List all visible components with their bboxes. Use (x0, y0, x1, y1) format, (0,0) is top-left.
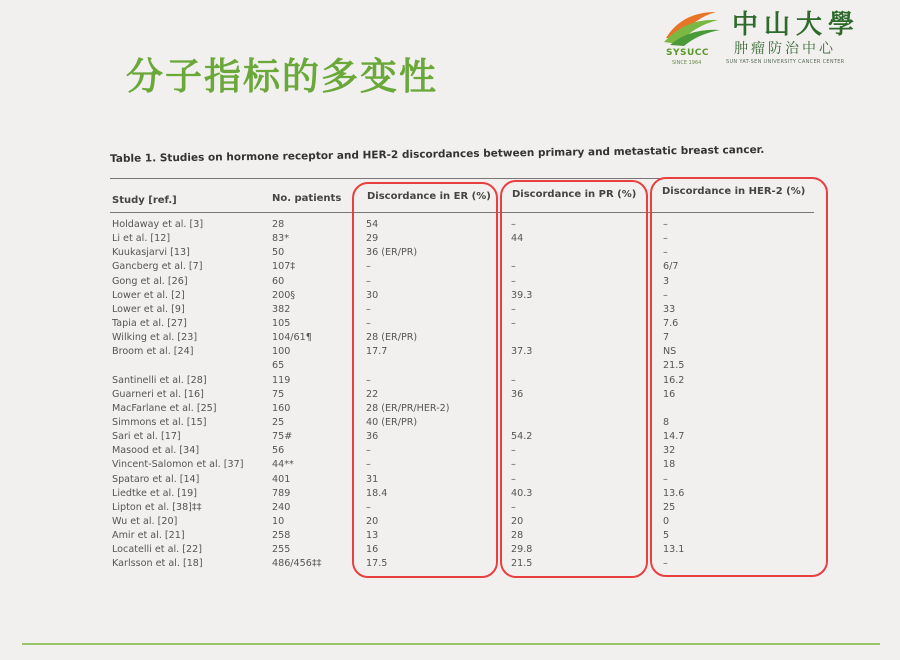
table-cell-patients: 10 (272, 515, 285, 527)
table-cell-her2: 21.5 (663, 360, 685, 372)
table-cell-her2: – (663, 219, 668, 230)
table-cell-patients: 83* (272, 233, 290, 245)
table-cell-patients: 56 (272, 445, 285, 457)
table-cell-pr: 21.5 (511, 558, 533, 570)
table-cell-studies: Spataro et al. [14] (112, 473, 200, 485)
table-cell-pr: – (511, 261, 516, 273)
logo-name-en: SUN YAT-SEN UNIVERSITY CANCER CENTER (726, 59, 845, 65)
table-cell-er: 17.5 (366, 558, 388, 570)
table-cell-er: – (366, 303, 371, 315)
table-cell-er: – (366, 275, 371, 287)
header-pr: Discordance in PR (%) (512, 189, 637, 200)
table-cell-her2: 7.6 (663, 317, 679, 329)
table-cell-her2: 13.1 (663, 544, 685, 556)
table-cell-her2: – (663, 247, 668, 259)
table-cell-her2: 6/7 (663, 261, 679, 273)
table-cell-patients: 107‡ (272, 261, 296, 273)
table-cell-patients: 160 (272, 402, 291, 414)
table-cell-patients: 25 (272, 416, 285, 428)
table-cell-er: – (366, 459, 371, 471)
table-cell-studies: Li et al. [12] (112, 233, 171, 245)
table-cell-studies: Liedtke et al. [19] (112, 487, 197, 499)
table-cell-pr: – (511, 374, 516, 386)
table-cell-pr: 37.3 (511, 346, 533, 358)
table-cell-pr: – (511, 459, 516, 471)
table-cell-er: 20 (366, 515, 379, 527)
slide-title: 分子指标的多变性 (126, 55, 438, 98)
sysucc-emblem-icon (660, 8, 722, 48)
table-cell-her2: 8 (663, 416, 670, 428)
table-cell-er: – (366, 317, 371, 329)
table-cell-studies: Karlsson et al. [18] (112, 558, 203, 570)
table-cell-studies: Vincent-Salomon et al. [37] (112, 459, 244, 471)
table-cell-studies: Simmons et al. [15] (112, 416, 207, 428)
er-highlight-oval (352, 182, 498, 578)
pr-highlight-oval (500, 180, 648, 578)
table-cell-patients: 240 (272, 501, 291, 513)
table-cell-er: 28 (ER/PR/HER-2) (366, 402, 450, 414)
table-cell-pr: – (511, 303, 516, 315)
table-cell-er: 36 (366, 431, 379, 443)
table-cell-her2: 32 (663, 445, 676, 457)
table-cell-pr: 39.3 (511, 289, 533, 301)
table-cell-pr: – (511, 445, 516, 457)
table-cell-er: 16 (366, 544, 379, 556)
table-cell-studies: Sari et al. [17] (112, 431, 181, 443)
table-cell-patients: 60 (272, 275, 285, 287)
table-cell-patients: 100 (272, 346, 291, 358)
table-cell-er: 13 (366, 530, 379, 542)
table-cell-her2: NS (663, 346, 677, 358)
table-cell-studies (112, 359, 243, 373)
table-cell-pr: 36 (511, 388, 524, 400)
table-cell-studies: Wu et al. [20] (112, 515, 178, 527)
table-cell-studies: Masood et al. [34] (112, 445, 200, 457)
table-cell-patients: 382 (272, 303, 291, 315)
table-cell-pr: 29.8 (511, 544, 533, 556)
header-her2: Discordance in HER-2 (%) (662, 186, 806, 197)
table-cell-her2: 3 (663, 275, 670, 287)
logo-since: SINCE 1964 (672, 60, 702, 66)
table-cell-studies: Lipton et al. [38]‡‡ (112, 501, 202, 513)
table-cell-her2: – (663, 558, 668, 570)
table-cell-patients: 44** (272, 459, 294, 471)
table-cell-er: – (366, 374, 371, 386)
table-cell-patients: 65 (272, 360, 285, 372)
table-cell-er: – (366, 445, 371, 457)
table-cell-er: 18.4 (366, 487, 388, 499)
table-cell-studies: Broom et al. [24] (112, 346, 194, 358)
table-cell-her2: 16 (663, 388, 676, 400)
sysucc-logo (660, 4, 896, 70)
logo-subtitle-cn: 肿瘤防治中心 (734, 41, 836, 57)
table-cell-studies: Santinelli et al. [28] (112, 374, 207, 386)
table-cell-patients: 200§ (272, 289, 296, 301)
table-cell-patients: 28 (272, 219, 285, 230)
table-cell-pr: 28 (511, 530, 524, 542)
logo-abbr: SYSUCC (666, 48, 709, 58)
table-cell-patients: 50 (272, 247, 285, 259)
column-patients (272, 218, 321, 572)
table-cell-er: 22 (366, 388, 379, 400)
table-cell-studies: Holdaway et al. [3] (112, 219, 204, 230)
header-study: Study [ref.] (112, 195, 177, 206)
table-cell-patients: 105 (272, 317, 291, 329)
table-cell-er: 31 (366, 473, 379, 485)
table-cell-studies: Gong et al. [26] (112, 275, 188, 287)
table-cell-her2: – (663, 473, 668, 485)
table-cell-studies: Kuukasjarvi [13] (112, 247, 190, 259)
table-cell-er: 28 (ER/PR) (366, 332, 418, 344)
logo-name-cn: 中山大學 (732, 10, 861, 40)
table-cell-er: 30 (366, 289, 379, 301)
header-er: Discordance in ER (%) (367, 191, 491, 202)
table-cell-patients: 75 (272, 388, 285, 400)
table-cell-her2: 5 (663, 530, 670, 542)
table-cell-er: 54 (366, 219, 379, 230)
table-cell-studies: Lower et al. [9] (112, 303, 185, 315)
table-cell-patients: 401 (272, 473, 291, 485)
table-cell-studies: Wilking et al. [23] (112, 332, 198, 344)
table-cell-pr: – (511, 219, 516, 230)
table-cell-er: 40 (ER/PR) (366, 416, 418, 428)
table-cell-her2: 0 (663, 515, 670, 527)
table-cell-patients: 789 (272, 487, 291, 499)
table-cell-er: 29 (366, 233, 379, 245)
table-cell-her2: 16.2 (663, 374, 685, 386)
table-cell-pr: 20 (511, 515, 524, 527)
table-cell-pr: – (511, 275, 516, 287)
table-cell-patients: 104/61¶ (272, 332, 312, 344)
table-cell-er: 17.7 (366, 346, 388, 358)
table-cell-patients: 255 (272, 544, 291, 556)
table-cell-studies: Gancberg et al. [7] (112, 261, 203, 273)
table-cell-her2: – (663, 233, 668, 245)
table-cell-patients: 119 (272, 374, 291, 386)
table-cell-her2: 33 (663, 303, 676, 315)
table-cell-her2: – (663, 289, 668, 301)
table-cell-studies: MacFarlane et al. [25] (112, 402, 217, 414)
table-cell-patients: 486/456‡‡ (272, 558, 322, 570)
table-cell-er: – (366, 261, 371, 273)
table-cell-studies: Locatelli et al. [22] (112, 544, 202, 556)
her2-highlight-oval (650, 177, 828, 577)
table-cell-er: 36 (ER/PR) (366, 247, 418, 259)
table-cell-pr: 40.3 (511, 487, 533, 499)
table-cell-pr: – (511, 501, 516, 513)
table-cell-pr: – (511, 473, 516, 485)
table-cell-patients: 75# (272, 431, 293, 443)
table-cell-her2: 25 (663, 501, 676, 513)
table-cell-studies: Amir et al. [21] (112, 530, 185, 542)
table-cell-her2: 14.7 (663, 431, 685, 443)
table-caption: Table 1. Studies on hormone receptor and HER-2 discordances between primary and metastatic breast cancer. (110, 143, 765, 165)
table-cell-studies: Tapia et al. [27] (112, 317, 187, 329)
table-cell-pr: 54.2 (511, 431, 533, 443)
table-cell-her2: 13.6 (663, 487, 685, 499)
table-cell-pr: 44 (511, 233, 524, 245)
table-cell-er: – (366, 501, 371, 513)
footer-divider (22, 643, 880, 645)
table-cell-her2: 7 (663, 332, 670, 344)
table-cell-her2: 18 (663, 459, 676, 471)
table-cell-patients: 258 (272, 530, 291, 542)
table-cell-studies: Lower et al. [2] (112, 289, 185, 301)
column-study (112, 218, 243, 572)
header-patients: No. patients (272, 193, 342, 204)
table-cell-pr: – (511, 317, 516, 329)
table-cell-studies: Guarneri et al. [16] (112, 388, 204, 400)
